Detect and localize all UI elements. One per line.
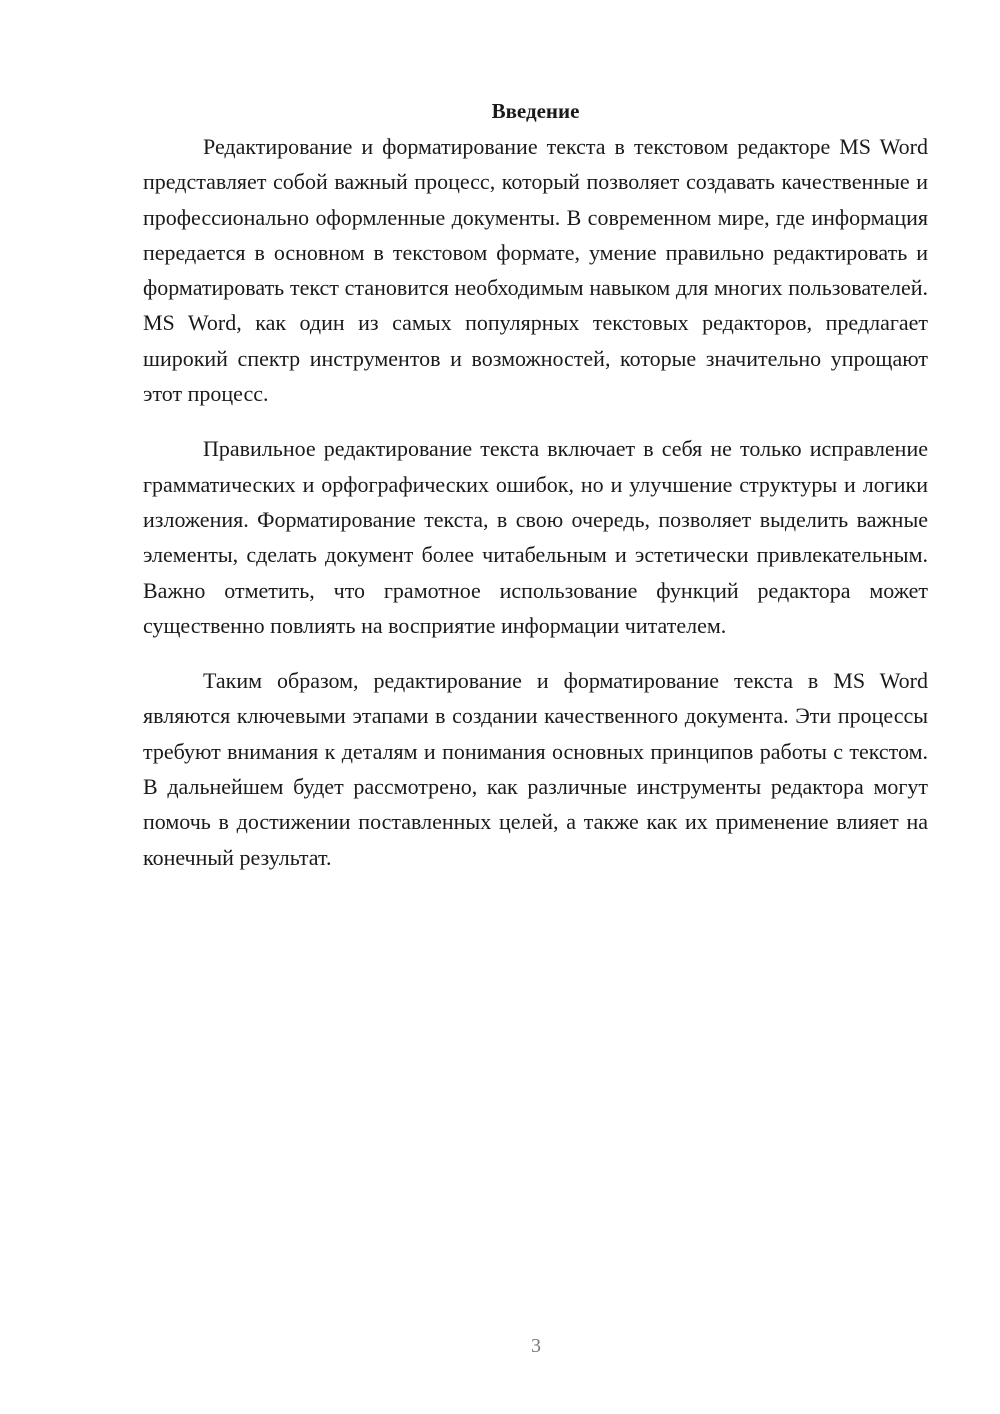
paragraph-2: Правильное редактирование текста включает в себя не только исправление грамматических и орфографических ошибок, но и улучшение структуры и логики изложения. Форматирование текста, в свою очередь, позволяет выделить важные элементы, сделать документ более читабельным и эстетически привлекательным. Важно отметить, что грамотное использование функций редактора может существенно повлиять на восприятие информации читателем. (143, 436, 928, 638)
page-content (143, 94, 928, 895)
paragraph-3: Таким образом, редактирование и форматирование текста в MS Word являются ключевыми этапами в создании качественного документа. Эти процессы требуют внимания к деталям и понимания основных принципов работы с текстом. В дальнейшем будет рассмотрено, как различные инструменты редактора могут помочь в достижении поставленных целей, а также как их применение влияет на конечный результат. (143, 668, 928, 870)
paragraph-1: Редактирование и форматирование текста в текстовом редакторе MS Word представляет собой важный процесс, который позволяет создавать качественные и профессионально оформленные документы. В современном мире, где информация передается в основном в текстовом формате, умение правильно редактировать и форматировать текст становится необходимым навыком для многих пользователей. MS Word, как один из самых популярных текстовых редакторов, предлагает широкий спектр инструментов и возможностей, которые значительно упрощают этот процесс. (143, 134, 928, 407)
page-number: 3 (531, 1335, 541, 1357)
section-heading: Введение (491, 99, 580, 123)
